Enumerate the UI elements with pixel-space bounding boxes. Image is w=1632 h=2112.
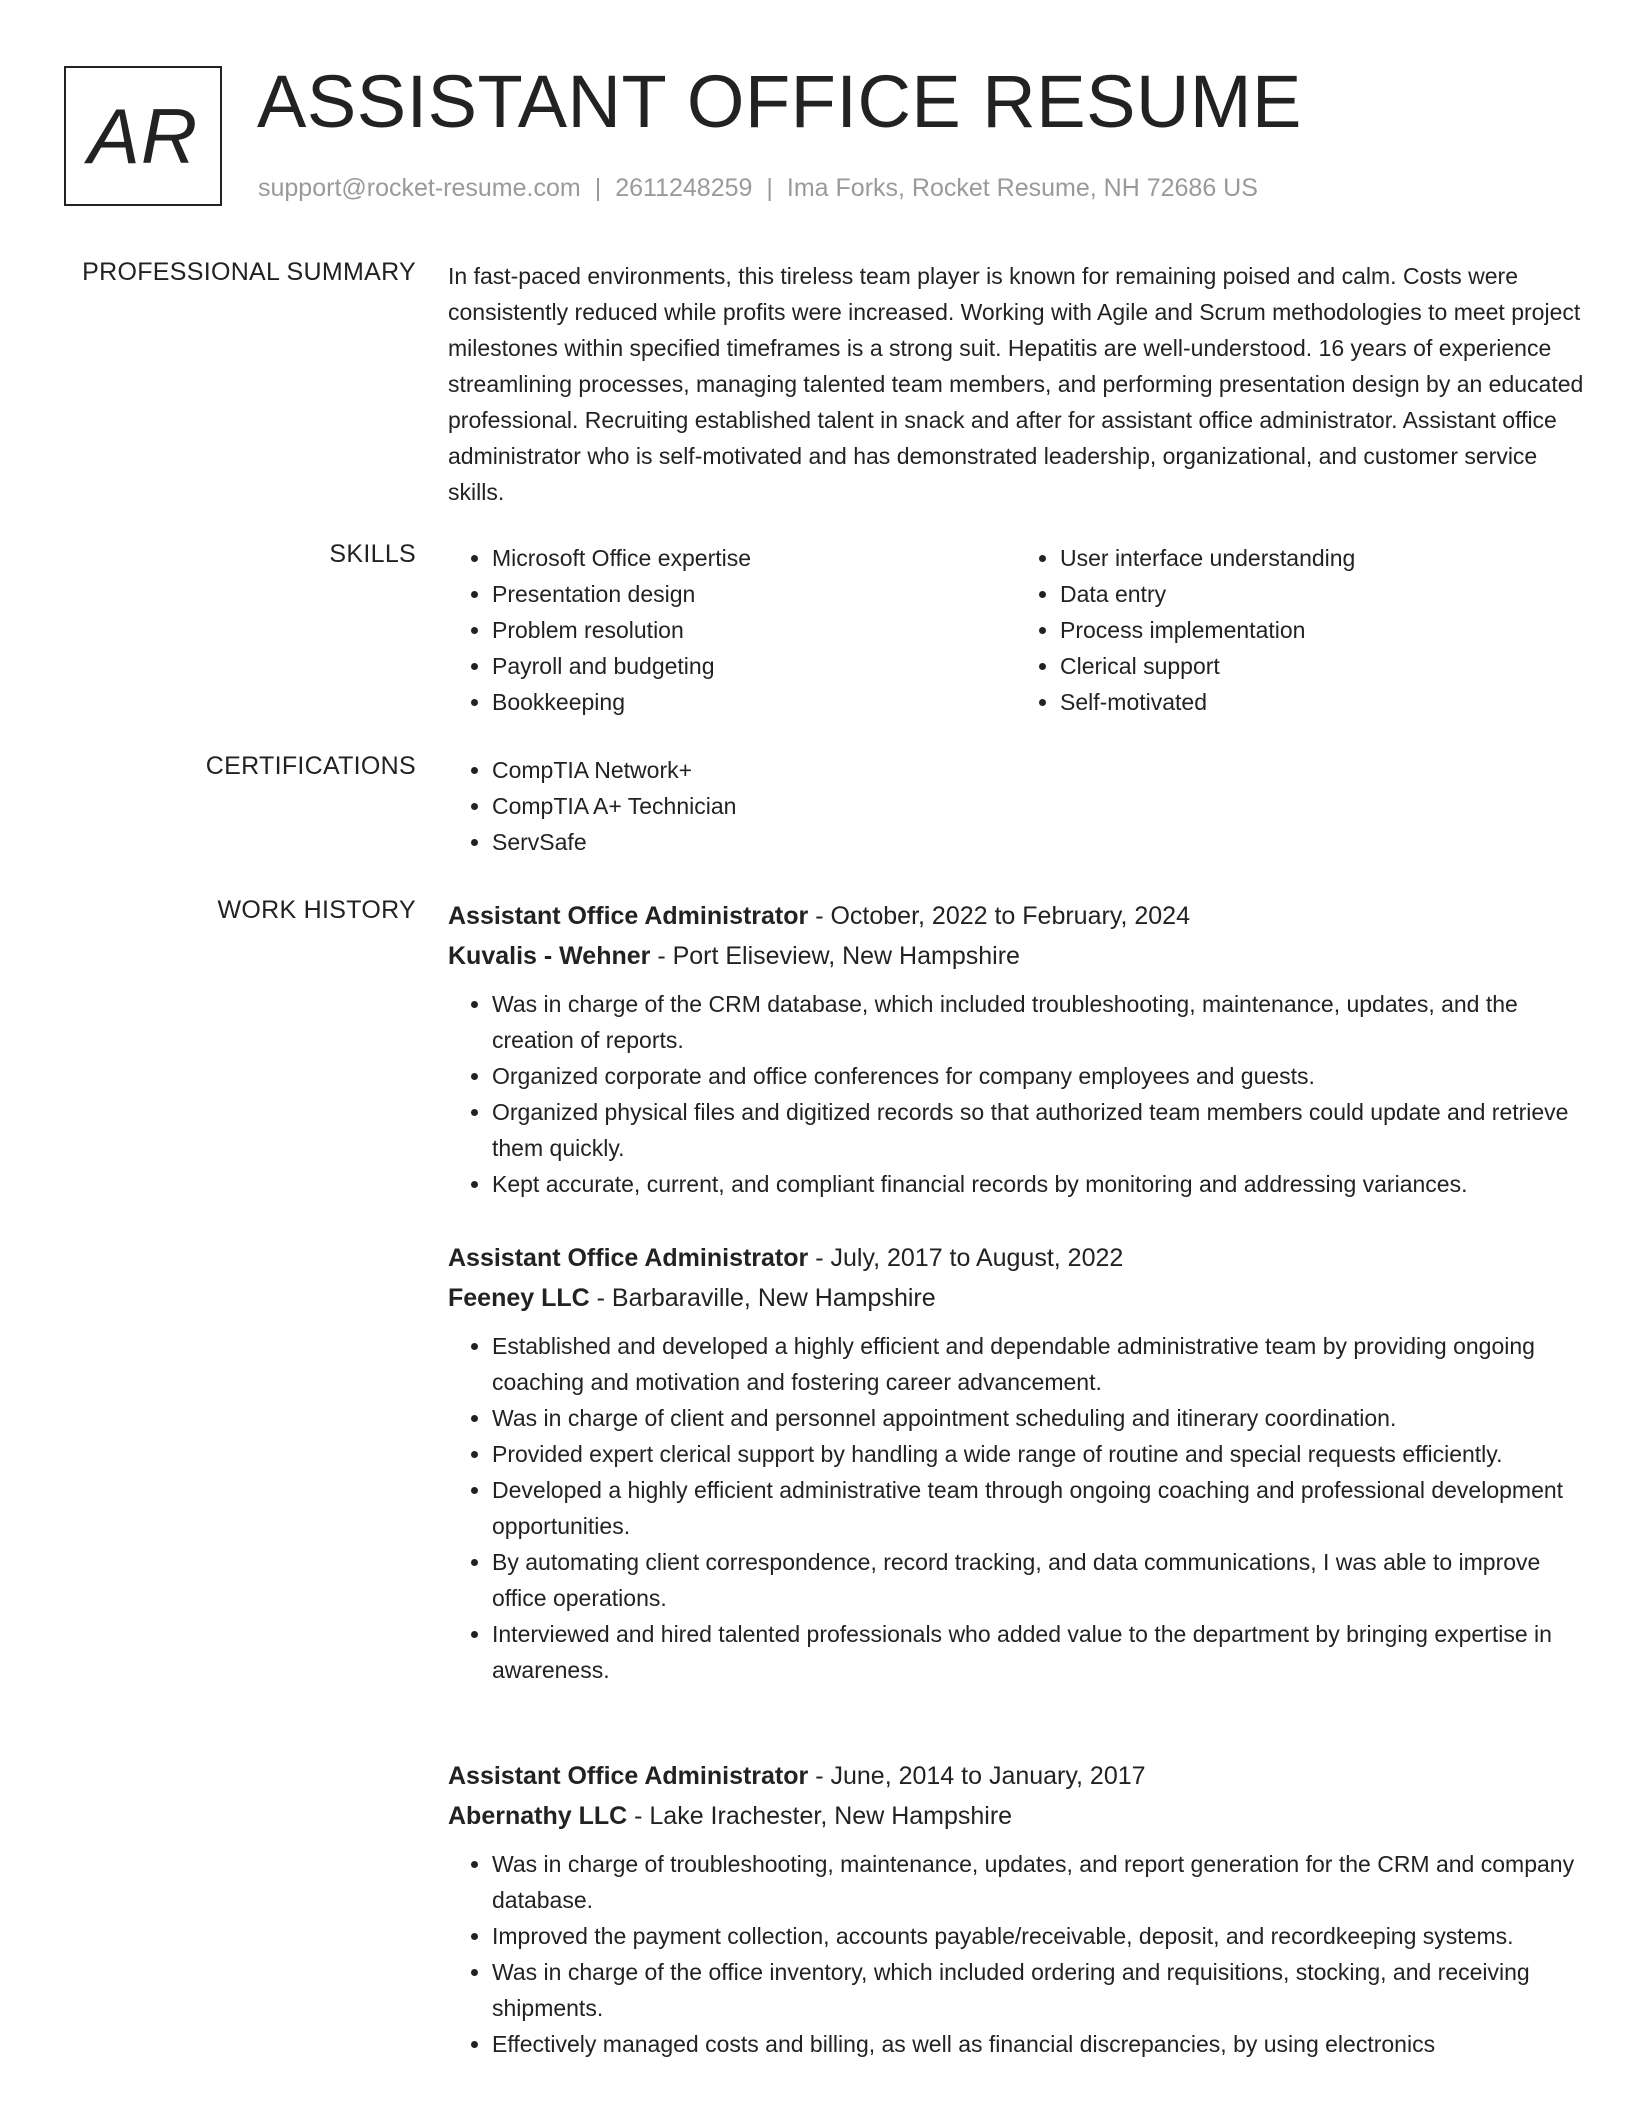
job-bullet: • Improved the payment collection, accounts payable/receivable, deposit, and recordkeeping systems. [492, 1918, 1584, 1954]
job-title: Assistant Office Administrator [448, 1244, 809, 1272]
skill-item: • Problem resolution [492, 612, 1016, 648]
job-bullet-list [448, 986, 1584, 1202]
skill-item: • Clerical support [1060, 648, 1584, 684]
job-dates: - June, 2014 to January, 2017 [808, 1762, 1146, 1790]
job-bullet: • By automating client correspondence, record tracking, and data communications, I was able to improve office operations. [492, 1544, 1584, 1616]
certification-item: • ServSafe [492, 824, 1584, 860]
job-bullet: • Developed a highly efficient administrative team through ongoing coaching and professional development opportunities. [492, 1472, 1584, 1544]
job-bullet: • Interviewed and hired talented professionals who added value to the department by bringing expertise in awareness. [492, 1616, 1584, 1688]
job-title-line [448, 1756, 1584, 1796]
job-bullet: • Established and developed a highly efficient and dependable administrative team by providing ongoing coaching and motivation and fostering career advancement. [492, 1328, 1584, 1400]
job-location: - Barbaraville, New Hampshire [589, 1284, 936, 1312]
job-location: - Port Eliseview, New Hampshire [650, 942, 1020, 970]
section-label-skills: SKILLS [329, 540, 416, 568]
job-entry [448, 896, 1584, 1202]
skill-item: • Microsoft Office expertise [492, 540, 1016, 576]
certification-list [448, 752, 1584, 860]
skills-column-left [448, 540, 1016, 720]
job-title-line [448, 896, 1584, 936]
job-entry [448, 1238, 1584, 1688]
job-bullet: • Was in charge of client and personnel appointment scheduling and itinerary coordination. [492, 1400, 1584, 1436]
job-title-line [448, 1238, 1584, 1278]
job-bullet-list [448, 1328, 1584, 1688]
job-dates: - October, 2022 to February, 2024 [808, 902, 1190, 930]
job-company: Kuvalis - Wehner [448, 942, 651, 970]
certification-item: • CompTIA A+ Technician [492, 788, 1584, 824]
skills-grid [448, 540, 1584, 720]
section-label-summary: PROFESSIONAL SUMMARY [82, 258, 416, 286]
job-dates: - July, 2017 to August, 2022 [808, 1244, 1124, 1272]
job-company: Abernathy LLC [448, 1802, 628, 1830]
contact-email[interactable]: support@rocket-resume.com [258, 174, 581, 202]
job-bullet: • Was in charge of the office inventory, which included ordering and requisitions, stocking, and receiving shipments. [492, 1954, 1584, 2026]
skills-column-right [1016, 540, 1584, 720]
skill-item: • Self-motivated [1060, 684, 1584, 720]
job-bullet: • Was in charge of troubleshooting, maintenance, updates, and report generation for the CRM and company database. [492, 1846, 1584, 1918]
contact-separator: | [594, 174, 602, 202]
monogram-badge: AR [64, 66, 222, 206]
skill-item: • Bookkeeping [492, 684, 1016, 720]
contact-separator: | [766, 174, 773, 202]
skill-item: • Presentation design [492, 576, 1016, 612]
job-title: Assistant Office Administrator [448, 902, 809, 930]
resume-title: ASSISTANT OFFICE RESUME [257, 60, 1302, 143]
contact-line [258, 174, 1258, 203]
job-company: Feeney LLC [448, 1284, 590, 1312]
job-bullet: • Provided expert clerical support by handling a wide range of routine and special requests efficiently. [492, 1436, 1584, 1472]
job-company-line [448, 936, 1584, 976]
skill-item: • Data entry [1060, 576, 1584, 612]
skill-item: • Process implementation [1060, 612, 1584, 648]
job-bullet-list [448, 1846, 1584, 2062]
job-company-line [448, 1278, 1584, 1318]
job-bullet: • Kept accurate, current, and compliant financial records by monitoring and addressing variances. [492, 1166, 1584, 1202]
resume-header [64, 60, 1584, 211]
job-company-line [448, 1796, 1584, 1836]
skill-item: • Payroll and budgeting [492, 648, 1016, 684]
skill-item: • User interface understanding [1060, 540, 1584, 576]
job-bullet: • Was in charge of the CRM database, which included troubleshooting, maintenance, updates, and the creation of reports. [492, 986, 1584, 1058]
certification-item: • CompTIA Network+ [492, 752, 1584, 788]
job-bullet: • Effectively managed costs and billing, as well as financial discrepancies, by using electronics [492, 2026, 1584, 2062]
job-entry [448, 1756, 1584, 2062]
job-title: Assistant Office Administrator [448, 1762, 809, 1790]
contact-address: Ima Forks, Rocket Resume, NH 72686 US [786, 174, 1258, 202]
job-bullet: • Organized corporate and office conferences for company employees and guests. [492, 1058, 1584, 1094]
summary-text: In fast-paced environments, this tireless team player is known for remaining poised and calm. Costs were consistently reduced while profits were increased. Working with Agile and Scrum methodologies to meet project milestones within specified timeframes is a strong suit. Hepatitis are well-understood. 16 years of experience streamlining processes, managing talented team members, and performing presentation design by an educated professional. Recruiting established talent in snack and after for assistant office administrator. Assistant office administrator who is self-motivated and has demonstrated leadership, organizational, and customer service skills. [448, 263, 1584, 505]
job-location: - Lake Irachester, New Hampshire [627, 1802, 1013, 1830]
job-bullet: • Organized physical files and digitized records so that authorized team members could update and retrieve them quickly. [492, 1094, 1584, 1166]
section-label-certifications: CERTIFICATIONS [205, 752, 416, 780]
section-label-work-history: WORK HISTORY [217, 896, 416, 924]
contact-phone[interactable]: 2611248259 [615, 174, 753, 202]
